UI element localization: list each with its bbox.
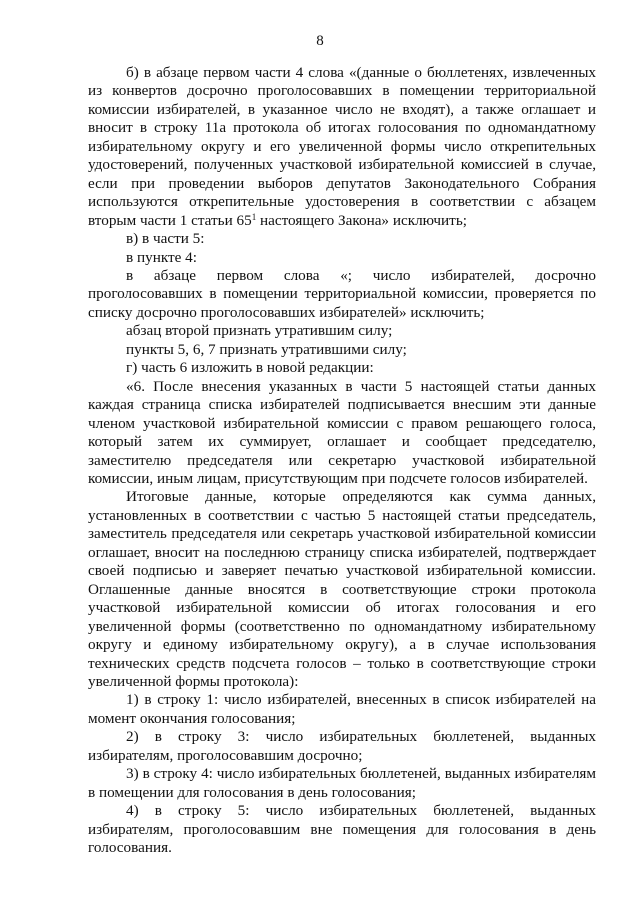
paragraph-tail: настоящего Закона» исключить; <box>256 211 467 229</box>
paragraph-v: в) в части 5: <box>126 230 205 248</box>
list-item-3: 3) в строку 4: число избирательных бюллетеней, выданных избирателям в помещении для голосования в день голосования; <box>88 765 596 801</box>
page-number: 8 <box>316 33 324 49</box>
list-item-4: 4) в строку 5: число избирательных бюллетеней, выданных избирателям, проголосовавшим вне помещения для голосования в день голосования. <box>88 802 596 857</box>
paragraph-abzac-second: абзац второй признать утратившим силу; <box>126 322 393 340</box>
paragraph-text: б) в абзаце первом части 4 слова «(данные о бюллетенях, извлеченных из конвертов досрочно проголосовавших в помещении территориальной комиссии избирателей, в указанное число не входят), а также оглашает и вносит в строку 11а протокола об итогах голосования по одномандатному избирательному округу и его увеличенной формы число открепительных удостоверений, полученных участковой избирательной комиссией в случае, если при проведении выборов депутатов Законодательного Собрания используются открепительные удостоверения в соответствии с абзацем вторым части 1 статьи 65 <box>88 64 596 229</box>
paragraph-b <box>88 64 596 230</box>
document-body <box>88 64 596 857</box>
paragraph-abzac-first: в абзаце первом слова «; число избирателей, досрочно проголосовавших в помещении территориальной комиссии, проверяется по списку досрочно проголосовавших избирателей» исключить; <box>88 266 596 321</box>
paragraph-item-4: в пункте 4: <box>126 248 197 266</box>
paragraph-g: г) часть 6 изложить в новой редакции: <box>126 359 374 377</box>
list-item-1: 1) в строку 1: число избирателей, внесенных в список избирателей на момент окончания голосования; <box>88 691 596 727</box>
paragraph-totals: Итоговые данные, которые определяются как сумма данных, установленных в соответствии с частью 5 настоящей статьи председатель, заместитель председателя или секретарь участковой избирательной комиссии оглашает, вносит на последнюю страницу списка избирателей, подтверждает своей подписью и заверяет печатью участковой избирательной комиссии. Оглашенные данные вносятся в соответствующие строки протокола участковой избирательной комиссии об итогах голосования и его увеличенной формы (соответственно по одномандатному избирательному округу и единому избирательному округу), а в случае использования технических средств подсчета голосов – только в соответствующие строки увеличенной формы протокола): <box>88 488 596 690</box>
paragraph-part-6: «6. После внесения указанных в части 5 настоящей статьи данных каждая страница списка избирателей подписывается внесшим эти данные членом участковой избирательной комиссии с правом решающего голоса, который затем их суммирует, оглашает и сообщает председателю, заместителю председателя или секретарю участковой избирательной комиссии, иным лицам, присутствующим при подсчете голосов избирателей. <box>88 377 596 487</box>
superscript: 1 <box>251 211 257 222</box>
paragraph-items-5-7: пункты 5, 6, 7 признать утратившими силу; <box>126 340 407 358</box>
list-item-2: 2) в строку 3: число избирательных бюллетеней, выданных избирателям, проголосовавшим досрочно; <box>88 728 596 764</box>
